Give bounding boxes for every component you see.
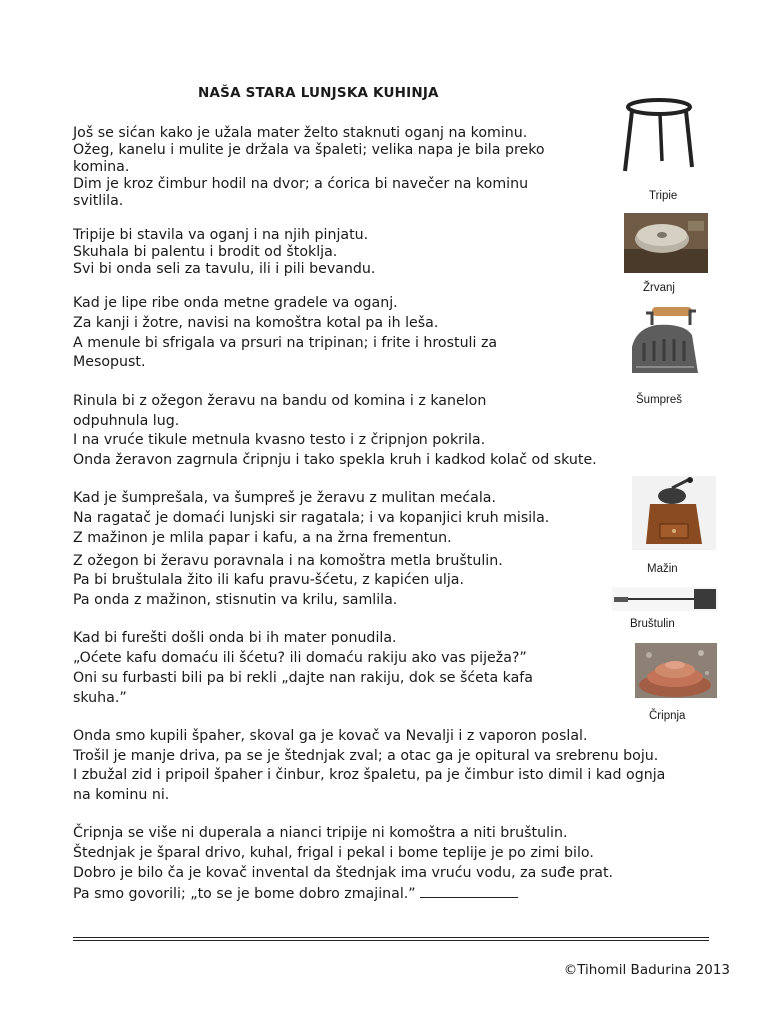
text-line: Z mažinon je mlila papar i kafu, a na žrna frementun. xyxy=(73,530,452,546)
text-line: Svi bi onda seli za tavulu, ili i pili bevandu. xyxy=(73,261,376,277)
copyright-footer: ©Tihomil Badurina 2013 xyxy=(563,962,730,978)
text-line: komina. xyxy=(73,159,130,175)
caption-sumpres: Šumpreš xyxy=(636,394,683,406)
text-line: Mesopust. xyxy=(73,354,146,370)
text-line: I na vruće tikule metnula kvasno testo i z čripnjon pokrila. xyxy=(73,432,486,448)
mazin-image xyxy=(632,476,716,550)
text-line: Za kanji i žotre, navisi na komoštra kotal pa ih leša. xyxy=(73,315,439,331)
text-line: Kad je lipe ribe onda metne gradele va oganj. xyxy=(73,295,398,311)
cripnja-image xyxy=(635,643,717,698)
text-line: A menule bi sfrigala va prsuri na tripinan; i frite i hrostuli za xyxy=(73,335,498,351)
text-line: na kominu ni. xyxy=(73,787,170,803)
tripie-image xyxy=(622,97,696,175)
sumpres-image xyxy=(622,303,708,381)
caption-cripnja: Čripnja xyxy=(649,710,686,722)
text-line: Kad je šumprešala, va šumpreš je žeravu z mulitan mećala. xyxy=(73,490,496,506)
text-line: svitlila. xyxy=(73,193,124,209)
divider-line xyxy=(73,940,709,941)
text-line: Još se sićan kako je užala mater želto staknuti oganj na kominu. xyxy=(73,125,528,141)
text-line: odpuhnula lug. xyxy=(73,413,180,429)
divider-line xyxy=(73,937,709,938)
text-line: Štednjak je šparal drivo, kuhal, frigal i pekal i bome teplije je po zimi bilo. xyxy=(73,845,594,861)
text-line: Rinula bi z ožegon žeravu na bandu od komina i z kanelon xyxy=(73,393,487,409)
signature-underline xyxy=(420,885,518,898)
text-line: „Oćete kafu domaću ili šćetu? ili domaću rakiju ako vas piježa?” xyxy=(73,650,527,666)
caption-mazin: Mažin xyxy=(647,563,678,575)
brustulin-image xyxy=(612,587,718,611)
text-line: I zbužal zid i pripoil špaher i činbur, kroz špaletu, pa je čimbur isto dimil i kad ognja xyxy=(73,767,666,783)
caption-brustulin: Bruštulin xyxy=(630,618,675,630)
text-line: Tripije bi stavila va oganj i na njih pinjatu. xyxy=(73,227,369,243)
text-line: Pa bi bruštulala žito ili kafu pravu-šćetu, z kapićen ulja. xyxy=(73,572,464,588)
text-line: Dim je kroz čimbur hodil na dvor; a ćorica bi navečer na kominu xyxy=(73,176,529,192)
page-title: NAŠA STARA LUNJSKA KUHINJA xyxy=(198,85,439,101)
text-line: skuha.” xyxy=(73,690,127,706)
text-line: Onda žeravon zagrnula čripnju i tako spekla kruh i kadkod kolač od skute. xyxy=(73,452,597,468)
caption-zrvanj: Žrvanj xyxy=(643,282,675,294)
caption-tripie: Tripie xyxy=(649,190,678,202)
zrvanj-image xyxy=(624,213,708,273)
text-line: Čripnja se više ni duperala a nianci tripije ni komoštra a niti bruštulin. xyxy=(73,825,568,841)
text-line: Onda smo kupili špaher, skoval ga je kovač va Nevalji i z vaporon poslal. xyxy=(73,728,588,744)
text-line: Oni su furbasti bili pa bi rekli „dajte nan rakiju, dok se šćeta kafa xyxy=(73,670,533,686)
text-line: Skuhala bi palentu i brodit od štoklja. xyxy=(73,244,338,260)
text-line: Na ragatač je domaći lunjski sir ragatala; i va kopanjici kruh misila. xyxy=(73,510,550,526)
text-line: Dobro je bilo ča je kovač invental da štednjak ima vruću vodu, za suđe prat. xyxy=(73,865,614,881)
text-line: Ožeg, kanelu i mulite je držala va špaleti; velika napa je bila preko xyxy=(73,142,545,158)
text-line: Pa smo govorili; „to se je bome dobro zmajinal.” xyxy=(73,886,416,902)
closing-line xyxy=(73,885,518,903)
text-line: Trošil je manje driva, pa se je štednjak zval; a otac ga je opitural va srebrenu boju. xyxy=(73,748,659,764)
text-line: Pa onda z mažinon, stisnutin va krilu, samlila. xyxy=(73,592,398,608)
text-line: Kad bi furešti došli onda bi ih mater ponudila. xyxy=(73,630,397,646)
text-line: Z ožegon bi žeravu poravnala i na komoštra metla bruštulin. xyxy=(73,553,503,569)
